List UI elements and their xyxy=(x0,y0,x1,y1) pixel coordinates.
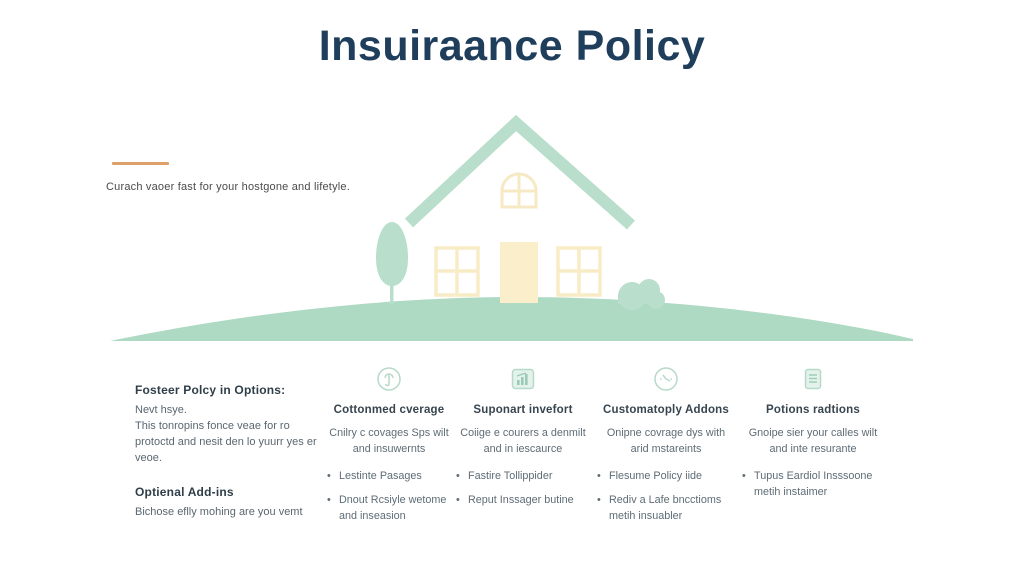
policy-options-line1: Nevt hsye. xyxy=(135,404,187,416)
tagline-text: Curach vaoer fast for your hostgone and lifetyle. xyxy=(106,181,350,193)
bullet-item: • Flesume Policy iide xyxy=(597,469,735,485)
column-heading: Suponart invefort xyxy=(473,404,573,416)
column-addons xyxy=(597,364,735,532)
right-window xyxy=(558,248,600,295)
optional-addins-paragraph: Bichose eflly mohing are you vemt xyxy=(135,505,303,518)
page-title: Insuiraance Policy xyxy=(318,22,706,70)
tree xyxy=(376,222,408,304)
bullet-item: • Tupus Eardiol Insssoone metih instaimer xyxy=(742,469,884,500)
clock-circle-icon xyxy=(597,364,735,394)
column-bullet-list xyxy=(742,469,884,500)
bullet-item: • Fastire Tollippider xyxy=(456,469,590,485)
bullet-item: • Lestinte Pasages xyxy=(327,469,451,485)
column-heading: Cottonmed cverage xyxy=(333,404,445,416)
bullet-item: • Rediv a Lafe bncctioms metih insuabler xyxy=(597,493,735,524)
column-bullet-list xyxy=(597,469,735,524)
door xyxy=(500,242,538,303)
policy-options-paragraph xyxy=(135,403,331,467)
column-bullet-list xyxy=(456,469,590,508)
attic-window xyxy=(502,174,536,207)
column-coverage xyxy=(327,364,451,532)
column-heading: Potions radtions xyxy=(766,404,860,416)
optional-addins-heading: Optienal Add-ins xyxy=(135,484,234,499)
policy-options-line2: This tonropins fonce veae for ro protoctd and nesit den lo yuurr yes er veoe. xyxy=(135,419,317,464)
policy-options-panel xyxy=(135,383,331,535)
house-illustration xyxy=(0,100,1024,350)
column-heading: Customatoply Addons xyxy=(602,404,730,416)
column-body: Onipne covrage dys with arid mstareints xyxy=(606,427,726,456)
column-bullet-list xyxy=(327,469,451,524)
column-support xyxy=(456,364,590,517)
bar-chart-icon xyxy=(456,364,590,394)
column-body: Cnilry c covages Sps wilt and insuwernts xyxy=(329,427,449,456)
bullet-item: • Dnout Rcsiyle wetome and inseasion xyxy=(327,493,451,524)
hill-shape xyxy=(110,297,913,341)
column-body: Gnoipe sier your calles wilt and inte resurante xyxy=(748,427,878,456)
column-potions xyxy=(742,364,884,509)
column-body: Coiige e courers a denmilt and in iescaurce xyxy=(460,427,586,456)
left-window xyxy=(436,248,478,295)
bullet-item: • Reput Inssager butine xyxy=(456,493,590,509)
policy-options-heading: Fosteer Polcy in Options: xyxy=(135,383,286,397)
document-icon xyxy=(742,364,884,394)
umbrella-circle-icon xyxy=(327,364,451,394)
bush xyxy=(618,279,665,310)
